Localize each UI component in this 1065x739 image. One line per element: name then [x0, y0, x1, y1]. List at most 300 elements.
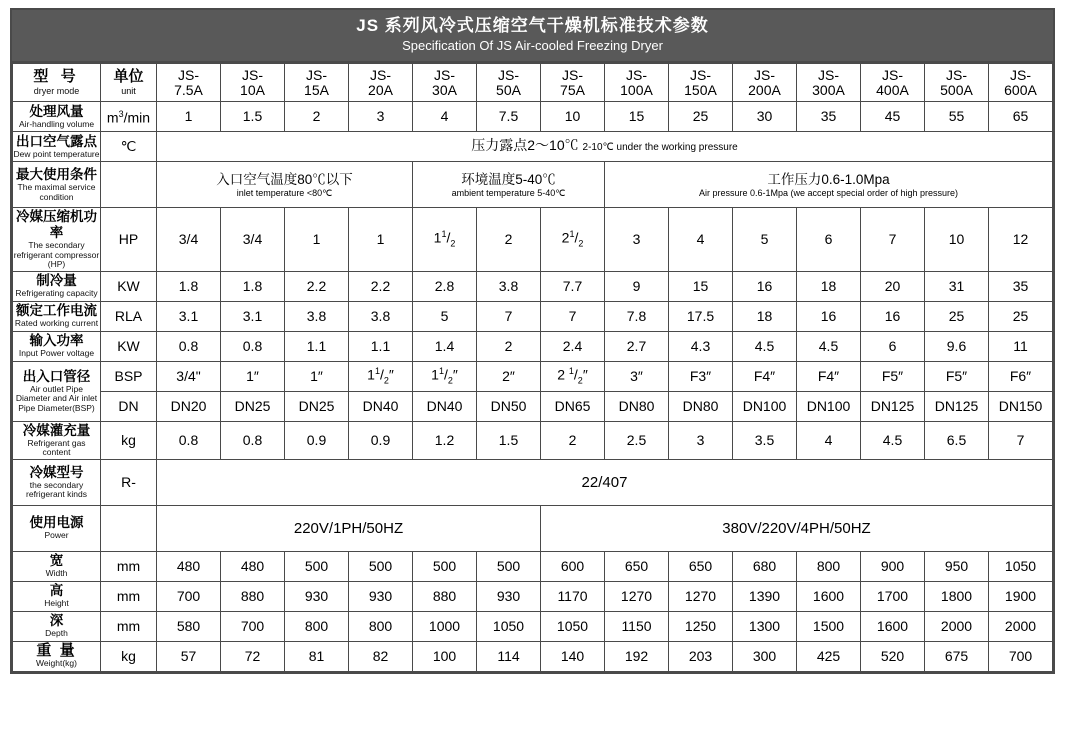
cell: 1 — [285, 208, 349, 272]
model-prefix: JS- — [754, 66, 775, 83]
cell: 1270 — [605, 581, 669, 611]
cell: DN100 — [733, 391, 797, 421]
row-label-en: Weight(kg) — [36, 658, 77, 669]
cell: 16 — [797, 301, 861, 331]
row-label — [13, 361, 101, 421]
cell: 3.8 — [477, 271, 541, 301]
cell: 520 — [861, 641, 925, 671]
cell: 500 — [413, 551, 477, 581]
model-column-9 — [733, 64, 797, 102]
row-label-cn: 出口空气露点 — [16, 133, 97, 149]
header-unit-cell — [101, 64, 157, 102]
cell: 3 — [605, 208, 669, 272]
cell: 650 — [669, 551, 733, 581]
cell: 1050 — [541, 611, 605, 641]
cell: 4.5 — [797, 331, 861, 361]
cell: 680 — [733, 551, 797, 581]
cell: 3″ — [605, 361, 669, 391]
cell: 17.5 — [669, 301, 733, 331]
cell: 580 — [157, 611, 221, 641]
model-column-13 — [989, 64, 1053, 102]
cell: 65 — [989, 102, 1053, 132]
cell: 0.8 — [157, 331, 221, 361]
cell: DN80 — [605, 391, 669, 421]
refrigerant-kind-value: 22/407 — [157, 459, 1053, 505]
cell: 880 — [221, 581, 285, 611]
row-unit: kg — [101, 421, 157, 459]
cell: 1050 — [989, 551, 1053, 581]
cell: 9.6 — [925, 331, 989, 361]
row-air-handling-volume — [13, 102, 1053, 132]
cell: 700 — [221, 611, 285, 641]
row-label — [13, 132, 101, 162]
cell: 1 — [349, 208, 413, 272]
row-label — [13, 331, 101, 361]
cell: 7 — [861, 208, 925, 272]
cell: 1700 — [861, 581, 925, 611]
header-unit-label-en: unit — [121, 86, 136, 96]
title-english: Specification Of JS Air-cooled Freezing Dryer — [402, 38, 663, 53]
cell: 35 — [989, 271, 1053, 301]
cell: 800 — [797, 551, 861, 581]
model-size: 200A — [748, 81, 781, 98]
row-unit: mm — [101, 581, 157, 611]
model-prefix: JS- — [178, 66, 199, 83]
model-prefix: JS- — [818, 66, 839, 83]
row-label-en: Air outlet Pipe Diameter and Air inlet Pipe Diameter(BSP) — [15, 383, 98, 413]
condition-air-pressure — [605, 162, 1053, 208]
model-prefix: JS- — [690, 66, 711, 83]
cell: 3 — [669, 421, 733, 459]
row-label-en: Refrigerant gas content — [27, 437, 86, 457]
row-label-cn: 重 量 — [36, 642, 77, 660]
cell: 15 — [605, 102, 669, 132]
row-unit: HP — [101, 208, 157, 272]
table-header-row — [13, 64, 1053, 102]
model-prefix: JS- — [562, 66, 583, 83]
cell: 800 — [349, 611, 413, 641]
cell: 12 — [989, 208, 1053, 272]
model-column-4 — [413, 64, 477, 102]
row-power-supply — [13, 505, 1053, 551]
row-label — [13, 162, 101, 208]
cell: 1600 — [861, 611, 925, 641]
cell: 1050 — [477, 611, 541, 641]
row-label — [13, 551, 101, 581]
row-label-en: Rated working current — [14, 318, 99, 329]
title-chinese: JS 系列风冷式压缩空气干燥机标准技术参数 — [356, 16, 709, 35]
cell: 700 — [989, 641, 1053, 671]
cell: 30 — [733, 102, 797, 132]
row-weight — [13, 641, 1053, 671]
row-dew-point — [13, 132, 1053, 162]
row-working-current — [13, 301, 1053, 331]
cell: 1500 — [797, 611, 861, 641]
model-prefix: JS- — [242, 66, 263, 83]
dew-point-note-en: 2-10℃ under the working pressure — [582, 142, 738, 153]
cell: 930 — [477, 581, 541, 611]
model-prefix: JS- — [882, 66, 903, 83]
cell: 2.2 — [285, 271, 349, 301]
cell: 25 — [669, 102, 733, 132]
row-label-en: The secondary refrigerant compressor (HP) — [13, 240, 100, 269]
cell: DN100 — [797, 391, 861, 421]
cell: 930 — [285, 581, 349, 611]
condition-ambient-temp — [413, 162, 605, 208]
cell: 114 — [477, 641, 541, 671]
row-label-en: Width — [45, 568, 68, 579]
cell: 2 — [477, 208, 541, 272]
cell: 1.5 — [221, 102, 285, 132]
row-label — [13, 301, 101, 331]
row-unit — [101, 505, 157, 551]
cell: F4″ — [797, 361, 861, 391]
model-column-6 — [541, 64, 605, 102]
row-label — [13, 208, 101, 272]
cell: DN50 — [477, 391, 541, 421]
cell: 3/4 — [157, 208, 221, 272]
row-service-condition — [13, 162, 1053, 208]
power-supply-single-phase: 220V/1PH/50HZ — [157, 505, 541, 551]
model-size: 100A — [620, 81, 653, 98]
model-size: 600A — [1004, 81, 1037, 98]
row-label-cn: 冷媒灌充量 — [22, 422, 91, 438]
cell: 2 — [285, 102, 349, 132]
row-pipe-bsp — [13, 361, 1053, 391]
model-size: 20A — [368, 81, 393, 98]
cell: DN40 — [349, 391, 413, 421]
cell: 20 — [861, 271, 925, 301]
cell: 1.5 — [477, 421, 541, 459]
cell: 300 — [733, 641, 797, 671]
model-prefix: JS- — [498, 66, 519, 83]
row-label-cn: 制冷量 — [36, 273, 77, 289]
model-prefix: JS- — [434, 66, 455, 83]
cell: 2 — [477, 331, 541, 361]
title-bar — [12, 10, 1053, 63]
cell: 3/4 — [221, 208, 285, 272]
cell: 7 — [989, 421, 1053, 459]
row-label-en: Input Power voltage — [18, 348, 95, 359]
cell: 2000 — [989, 611, 1053, 641]
cell: 2.4 — [541, 331, 605, 361]
cell: 3/4" — [157, 361, 221, 391]
cell: 2″ — [477, 361, 541, 391]
model-size: 7.5A — [174, 81, 203, 98]
cell: 880 — [413, 581, 477, 611]
cell: 7.8 — [605, 301, 669, 331]
model-column-10 — [797, 64, 861, 102]
row-depth — [13, 611, 1053, 641]
cell: 7.5 — [477, 102, 541, 132]
cell: 1270 — [669, 581, 733, 611]
power-supply-three-phase: 380V/220V/4PH/50HZ — [541, 505, 1053, 551]
cell: 3 — [349, 102, 413, 132]
model-column-12 — [925, 64, 989, 102]
row-unit: $m^3/\min$ — [101, 102, 157, 132]
row-refrigerating-capacity — [13, 271, 1053, 301]
row-label — [13, 581, 101, 611]
cell: 6.5 — [925, 421, 989, 459]
cell: DN25 — [221, 391, 285, 421]
cell: 500 — [349, 551, 413, 581]
row-unit: KW — [101, 331, 157, 361]
cell: 1.2 — [413, 421, 477, 459]
cell: F5″ — [925, 361, 989, 391]
cell: 35 — [797, 102, 861, 132]
row-label-en: Air-handling volume — [18, 118, 95, 129]
row-pipe-dn — [13, 391, 1053, 421]
cell: 480 — [221, 551, 285, 581]
cell: 7 — [541, 301, 605, 331]
row-label-en: Height — [44, 598, 69, 609]
cell: F6″ — [989, 361, 1053, 391]
cell: 3.5 — [733, 421, 797, 459]
cell: 1900 — [989, 581, 1053, 611]
cell: 6 — [861, 331, 925, 361]
cell: 3.8 — [285, 301, 349, 331]
row-unit: ℃ — [101, 132, 157, 162]
condition-cn: 工作压力0.6-1.0Mpa — [767, 171, 890, 187]
cell: 1250 — [669, 611, 733, 641]
row-unit: kg — [101, 641, 157, 671]
cell: 1 — [157, 102, 221, 132]
cell: 425 — [797, 641, 861, 671]
spec-table — [12, 63, 1053, 672]
row-unit: RLA — [101, 301, 157, 331]
row-label-en: Power — [44, 530, 69, 541]
model-size: 50A — [496, 81, 521, 98]
cell: 0.8 — [221, 331, 285, 361]
cell: 140 — [541, 641, 605, 671]
cell: 675 — [925, 641, 989, 671]
cell: DN40 — [413, 391, 477, 421]
model-prefix: JS- — [946, 66, 967, 83]
cell: 3.8 — [349, 301, 413, 331]
row-label-cn: 冷媒压缩机功率 — [16, 209, 97, 240]
cell: DN125 — [925, 391, 989, 421]
cell: 1390 — [733, 581, 797, 611]
row-label-en: Dew point temperature — [13, 148, 100, 159]
condition-cn: 入口空气温度80℃以下 — [216, 171, 353, 187]
row-compressor-power — [13, 208, 1053, 272]
row-input-power — [13, 331, 1053, 361]
cell: 82 — [349, 641, 413, 671]
cell: 7.7 — [541, 271, 605, 301]
cell: DN80 — [669, 391, 733, 421]
model-column-7 — [605, 64, 669, 102]
cell: 18 — [797, 271, 861, 301]
model-size: 10A — [240, 81, 265, 98]
cell: 4.5 — [861, 421, 925, 459]
row-unit: KW — [101, 271, 157, 301]
cell: DN150 — [989, 391, 1053, 421]
cell: 1.1 — [285, 331, 349, 361]
cell: 1″ — [285, 361, 349, 391]
cell: 3.1 — [157, 301, 221, 331]
cell: 0.8 — [221, 421, 285, 459]
cell: $1^1/_2$ — [413, 208, 477, 272]
cell: 1170 — [541, 581, 605, 611]
cell: 2.8 — [413, 271, 477, 301]
cell: 1.1 — [349, 331, 413, 361]
cell: F3″ — [669, 361, 733, 391]
cell: 2000 — [925, 611, 989, 641]
row-unit — [101, 162, 157, 208]
model-column-1 — [221, 64, 285, 102]
model-size: 150A — [684, 81, 717, 98]
cell: 1300 — [733, 611, 797, 641]
model-prefix: JS- — [1010, 66, 1031, 83]
cell: 480 — [157, 551, 221, 581]
cell: $2^1/_2$ — [541, 208, 605, 272]
row-label-en: The maximal service condition — [17, 182, 96, 202]
cell: 3.1 — [221, 301, 285, 331]
cell: DN20 — [157, 391, 221, 421]
row-label-cn: 使用电源 — [29, 515, 84, 531]
cell: 2 — [541, 421, 605, 459]
cell: 4.3 — [669, 331, 733, 361]
row-label-en: the secondary refrigerant kinds — [26, 479, 87, 499]
cell: 5 — [413, 301, 477, 331]
cell: 4 — [797, 421, 861, 459]
row-label-cn: 额定工作电流 — [16, 303, 97, 319]
condition-en: ambient temperature 5-40℃ — [451, 187, 566, 198]
model-column-11 — [861, 64, 925, 102]
cell: 16 — [861, 301, 925, 331]
model-prefix: JS- — [306, 66, 327, 83]
cell: 800 — [285, 611, 349, 641]
row-label — [13, 421, 101, 459]
model-size: 30A — [432, 81, 457, 98]
cell: 500 — [477, 551, 541, 581]
cell: 1.8 — [157, 271, 221, 301]
cell: 203 — [669, 641, 733, 671]
cell: 900 — [861, 551, 925, 581]
cell: 1.8 — [221, 271, 285, 301]
row-label-cn: 高 — [49, 583, 64, 599]
cell: 0.8 — [157, 421, 221, 459]
cell: 0.9 — [285, 421, 349, 459]
cell: F5″ — [861, 361, 925, 391]
model-size: 500A — [940, 81, 973, 98]
cell: 45 — [861, 102, 925, 132]
row-label-cn: 冷媒型号 — [29, 464, 84, 480]
cell: 1600 — [797, 581, 861, 611]
cell: 930 — [349, 581, 413, 611]
cell: 950 — [925, 551, 989, 581]
cell: 100 — [413, 641, 477, 671]
cell: 0.9 — [349, 421, 413, 459]
row-refrigerant-kind — [13, 459, 1053, 505]
cell: 10 — [541, 102, 605, 132]
row-unit: mm — [101, 611, 157, 641]
cell: 81 — [285, 641, 349, 671]
cell: 18 — [733, 301, 797, 331]
model-column-5 — [477, 64, 541, 102]
cell: 1800 — [925, 581, 989, 611]
header-model-label-cn: 型 号 — [33, 68, 80, 85]
row-label-cn: 宽 — [49, 553, 64, 569]
row-label-cn: 出入口管径 — [22, 368, 91, 384]
row-height — [13, 581, 1053, 611]
row-label-cn: 处理风量 — [29, 103, 84, 119]
cell: 72 — [221, 641, 285, 671]
model-size: 300A — [812, 81, 845, 98]
row-label — [13, 271, 101, 301]
model-column-0 — [157, 64, 221, 102]
model-column-2 — [285, 64, 349, 102]
cell: 4 — [669, 208, 733, 272]
condition-inlet-temp — [157, 162, 413, 208]
cell: 5 — [733, 208, 797, 272]
row-label-en: Depth — [45, 628, 68, 639]
model-column-3 — [349, 64, 413, 102]
cell: 25 — [925, 301, 989, 331]
cell: 192 — [605, 641, 669, 671]
cell: 4.5 — [733, 331, 797, 361]
row-label — [13, 641, 101, 671]
row-label — [13, 102, 101, 132]
row-unit: R- — [101, 459, 157, 505]
cell: 15 — [669, 271, 733, 301]
row-label — [13, 459, 101, 505]
row-label-cn: 最大使用条件 — [16, 167, 97, 182]
cell: $1^1/_2''$ — [413, 361, 477, 391]
row-label — [13, 505, 101, 551]
cell: 11 — [989, 331, 1053, 361]
cell: 1″ — [221, 361, 285, 391]
model-size: 400A — [876, 81, 909, 98]
row-unit: DN — [101, 391, 157, 421]
cell: 16 — [733, 271, 797, 301]
condition-en: inlet temperature <80℃ — [236, 187, 333, 198]
model-column-8 — [669, 64, 733, 102]
dew-point-note — [157, 132, 1053, 162]
cell: 2.7 — [605, 331, 669, 361]
cell: 2 $^1/_2''$ — [541, 361, 605, 391]
cell: 25 — [989, 301, 1053, 331]
header-unit-label-cn: 单位 — [113, 68, 144, 85]
cell: 4 — [413, 102, 477, 132]
condition-en: Air pressure 0.6-1Mpa (we accept special order of high pressure) — [698, 187, 959, 198]
cell: DN125 — [861, 391, 925, 421]
row-unit: mm — [101, 551, 157, 581]
cell: DN25 — [285, 391, 349, 421]
cell: 9 — [605, 271, 669, 301]
row-label-cn: 深 — [49, 613, 64, 629]
row-refrigerant-gas-content — [13, 421, 1053, 459]
cell: 10 — [925, 208, 989, 272]
row-width — [13, 551, 1053, 581]
dew-point-note-cn: 压力露点2～10℃ — [471, 137, 579, 153]
cell: 2.2 — [349, 271, 413, 301]
cell: 7 — [477, 301, 541, 331]
cell: 500 — [285, 551, 349, 581]
model-size: 15A — [304, 81, 329, 98]
row-unit: BSP — [101, 361, 157, 391]
cell: 57 — [157, 641, 221, 671]
cell: 55 — [925, 102, 989, 132]
cell: 600 — [541, 551, 605, 581]
condition-cn: 环境温度5-40℃ — [461, 171, 556, 187]
cell: 700 — [157, 581, 221, 611]
row-label-cn: 输入功率 — [29, 333, 84, 349]
spec-sheet — [10, 8, 1055, 674]
cell: 650 — [605, 551, 669, 581]
cell: 1150 — [605, 611, 669, 641]
cell: 2.5 — [605, 421, 669, 459]
